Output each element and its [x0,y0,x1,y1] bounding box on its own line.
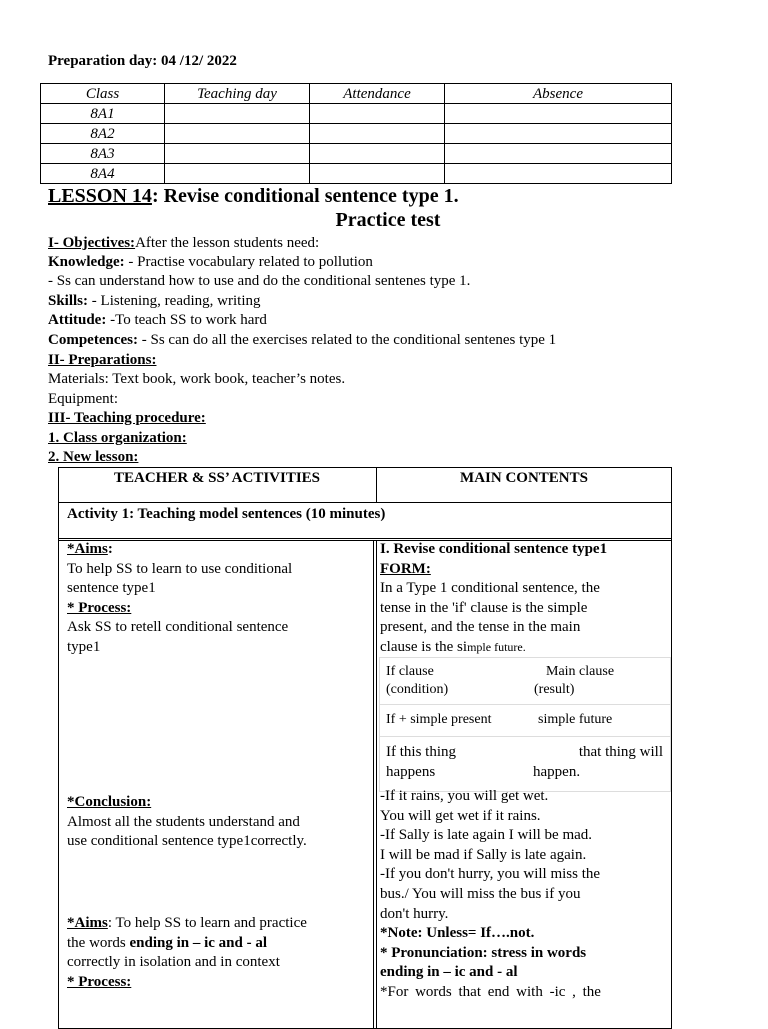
main-clause-label: Main clause [546,664,615,679]
activity-1-title: Activity 1: Teaching model sentences (10 minutes) [67,506,386,522]
preparations-heading: II- Preparations: [48,352,157,368]
table-divider [58,538,672,539]
table-divider [58,502,672,503]
col-header-activities: TEACHER & SS’ ACTIVITIES [113,470,321,486]
simple-future: simple future [538,712,613,727]
table-column-divider [373,540,374,1028]
class-cell: 8A2 [41,124,165,144]
condition-label: (condition) [386,682,449,697]
class-organization: 1. Class organization: [48,430,187,446]
knowledge-line: Knowledge: - Practise vocabulary related to pollution [48,254,373,270]
class-cell: 8A3 [41,144,165,164]
if-clause-label: If clause [386,664,434,679]
formula-box: If clause (condition) Main clause (result) If + simple present simple future If this thing happens that thing will happen. [379,657,671,792]
header-attendance: Attendance [310,84,445,104]
result-label: (result) [534,682,575,697]
col-header-contents: MAIN CONTENTS [460,470,588,486]
process-text: Ask SS to retell conditional sentence [67,619,289,636]
class-table [40,83,672,184]
if-simple-present: If + simple present [386,712,492,727]
revise-heading: I. Revise conditional sentence type1 [380,541,608,557]
pronunciation-heading: * Pronunciation: stress in words [380,944,587,961]
aims-2-block: *Aims: To help SS to learn and practice the words ending in – ic and - al correctly in isolation and in context * Process: [67,915,307,990]
lesson-title: LESSON 14: Revise conditional sentence type 1. [48,185,459,207]
procedure-heading: III- Teaching procedure: [48,410,206,426]
new-lesson: 2. New lesson: [48,449,139,465]
competences-line: Competences: - Ss can do all the exercises related to the conditional sentenes type 1 [48,332,557,348]
lesson-subtitle: Practice test [335,209,441,231]
attitude-line: Attitude: -To teach SS to work hard [48,312,267,328]
preparation-day: Preparation day: 04 /12/ 2022 [48,53,237,69]
header-class: Class [41,84,165,104]
header-absence: Absence [445,84,672,104]
examples-block: -If it rains, you will get wet. You will get wet if it rains. -If Sally is late again I will be mad. I will be mad if Sally is late again. -If you don't hurry, you will miss the bus./ You will miss the bus if you don't hurry. *Note: Unless= If….not. * Pronunciation: stress in words ending in – ic and - al *For words that end with -ic , the [380,787,670,1003]
left-column: *Aims: To help SS to learn to use conditional sentence type1 * Process: Ask SS to retell conditional sentence type1 [67,540,367,658]
objectives-line: I- Objectives:After the lesson students need: [48,235,320,251]
class-cell: 8A4 [41,164,165,184]
knowledge-line-2: - Ss can understand how to use and do the conditional sentenes type 1. [48,273,471,289]
right-column: I. Revise conditional sentence type1 FORM: In a Type 1 conditional sentence, the tense in the 'if' clause is the simple present, and the tense in the main clause is the simple future. [380,540,670,658]
header-teaching-day: Teaching day [165,84,310,104]
skills-line: Skills: - Listening, reading, writing [48,293,261,309]
table-column-divider [376,540,377,1028]
class-cell: 8A1 [41,104,165,124]
materials-line: Materials: Text book, work book, teacher’s notes. [48,371,346,387]
conclusion-block: *Conclusion: Almost all the students understand and use conditional sentence type1correctly. [67,794,307,850]
equipment-line: Equipment: [48,391,118,407]
note-unless: *Note: Unless= If….not. [380,925,535,942]
aims-text: To help SS to learn to use conditional [67,560,293,577]
